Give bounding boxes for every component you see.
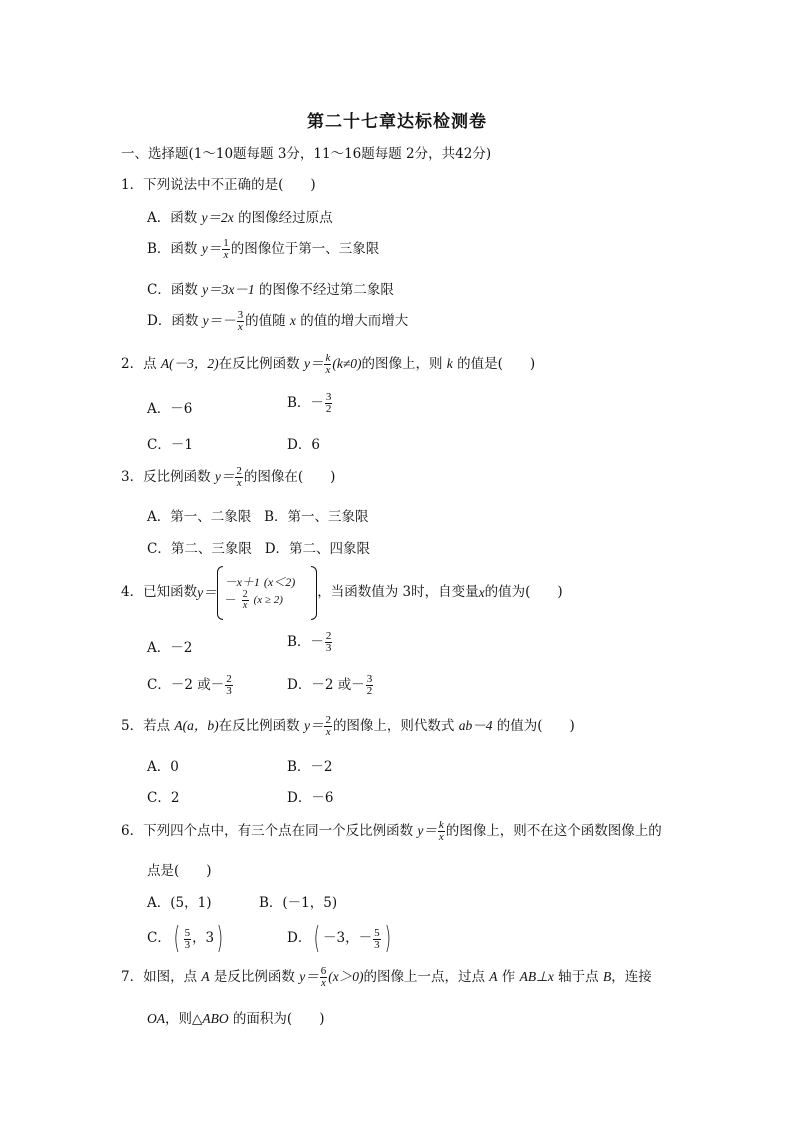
q5-y: y＝ [303, 718, 324, 733]
q2-end: 的值是( ) [452, 356, 536, 372]
q6-d-numerator: 5 [374, 926, 380, 939]
q6-d-paren-close: ) [384, 921, 391, 956]
q2-stem [121, 353, 535, 376]
q4-d-prefix: D．－2 或－ [287, 677, 365, 693]
q5-option-d: D．－6 [287, 790, 334, 806]
q5-option-c: C．2 [147, 790, 180, 806]
q6-d-paren-open: ( [313, 921, 321, 956]
q5-point: A(a，b) [174, 718, 219, 733]
q3-options-row1 [147, 511, 369, 525]
q3-option-a: A．第一、二象限 [147, 509, 252, 525]
q7-point-a2: A [489, 969, 498, 984]
q4-d-numerator: 3 [366, 673, 373, 685]
q6-denominator: x [438, 831, 444, 843]
q2-y: y＝ [303, 356, 324, 371]
q6-option-c [147, 921, 226, 956]
q4-c-fraction [225, 674, 233, 697]
q5-option-b: B．－2 [287, 759, 333, 775]
q7-prefix: 7．如图，点 [121, 969, 202, 985]
q4-option-d [287, 674, 374, 697]
q4-piecewise [217, 566, 318, 620]
q7-line2-end: 的面积为( ) [228, 1011, 325, 1027]
q3-denominator: x [236, 477, 242, 489]
q1-option-a [147, 211, 333, 226]
q1-b-denominator: x [223, 249, 229, 261]
q4-y: y＝ [197, 585, 217, 601]
q7-oa: OA [147, 1011, 165, 1026]
q2-denominator: x [325, 364, 331, 376]
q7-stem-line2 [147, 1012, 324, 1027]
q1-d-y: y＝－ [202, 313, 236, 328]
q1-a-suffix: 的图像经过原点 [233, 210, 333, 226]
q2-fraction [324, 353, 331, 376]
q6-c-denominator: 3 [184, 938, 191, 951]
q4-cases [223, 575, 296, 611]
q1-option-d [147, 310, 408, 333]
q6-d-middle: －3，－ [323, 930, 373, 947]
q6-numerator: k [438, 819, 444, 831]
q3-option-b: B．第一、三象限 [264, 509, 369, 525]
q1-stem: 1．下列说法中不正确的是( ) [121, 177, 316, 193]
q7-middle3: 作 [497, 969, 520, 985]
q1-b-fraction [222, 238, 230, 261]
q1-b-numerator: 1 [223, 237, 229, 249]
q1-a-prefix: A．函数 [147, 210, 202, 226]
q4-c-numerator: 2 [226, 673, 232, 685]
q6-y: y＝ [417, 823, 437, 838]
q4-b-denominator: 3 [325, 642, 332, 654]
q4-end: 的值为( ) [484, 584, 563, 601]
q7-middle1: 是反比例函数 [209, 969, 300, 985]
q2-b-fraction [325, 392, 333, 415]
q3-option-c: C．第二、三象限 [147, 541, 252, 557]
q7-denominator: x [321, 977, 326, 989]
q6-fraction [438, 820, 445, 843]
q5-stem [121, 715, 575, 738]
q5-expr: ab－4 [458, 718, 493, 733]
q2-point: A(－3，2) [160, 356, 219, 371]
q1-c-suffix: 的图像不经过第二象限 [254, 282, 394, 298]
q1-option-c [147, 283, 394, 298]
q4-b-fraction [325, 631, 333, 654]
q2-condition: (k≠0) [332, 356, 362, 371]
page-title: 第二十七章达标检测卷 [307, 112, 487, 132]
q7-middle4: 轴于点 [553, 969, 603, 985]
q7-point-a: A [201, 969, 210, 984]
q6-stem-line2: 点是( ) [147, 863, 212, 879]
q1-d-fraction [237, 310, 245, 333]
q5-option-a: A．0 [147, 759, 179, 775]
q4-case2-numerator: 2 [242, 589, 248, 600]
q2-option-b [287, 392, 333, 415]
q4-case2-cond: (x ≥ 2) [253, 593, 283, 606]
q6-c-paren-close: ) [216, 921, 224, 956]
q1-d-suffix: 的值的增大而增大 [295, 313, 409, 329]
q5-denominator: x [325, 726, 331, 738]
q3-fraction [235, 466, 243, 489]
q2-middle: 在反比例函数 [218, 356, 304, 372]
q4-case1-cond: (x＜2) [263, 575, 296, 589]
q4-case1-expr: －x＋1 [224, 575, 260, 589]
q6-prefix: 6．下列四个点中，有三个点在同一个反比例函数 [121, 823, 418, 839]
section-heading: 一、选择题(1～10题每题 3分，11～16题每题 2分，共42分) [121, 146, 492, 162]
q5-numerator: 2 [325, 714, 331, 726]
q4-case2-denominator: x [242, 600, 248, 611]
q4-c-denominator: 3 [226, 685, 232, 697]
q4-option-a: A．－2 [147, 640, 193, 656]
q1-b-y: y＝ [201, 241, 222, 256]
q7-perp: AB⊥x [519, 969, 554, 984]
q7-stem [121, 966, 652, 989]
q1-d-prefix: D．函数 [147, 313, 203, 329]
q6-option-a: A．(5，1) [147, 895, 212, 911]
q4-stem [121, 566, 563, 620]
q7-numerator: 6 [320, 965, 327, 977]
q4-case-2 [225, 590, 296, 611]
q5-suffix: 的图像上，则代数式 [332, 718, 459, 734]
q1-c-expr: y＝3x－1 [202, 282, 255, 297]
q2-b-denominator: 2 [325, 403, 332, 415]
q6-option-b: B．(－1，5) [259, 895, 338, 911]
q4-d-fraction [366, 674, 374, 697]
q3-option-d: D．第二、四象限 [264, 541, 371, 557]
q2-option-d: D．6 [287, 437, 320, 453]
q5-prefix: 5．若点 [121, 718, 175, 734]
q4-case2-sign: － [224, 593, 237, 607]
q2-b-numerator: 3 [325, 391, 332, 403]
q5-end: 的值为( ) [492, 718, 575, 734]
q1-d-denominator: x [237, 321, 243, 333]
q4-d-denominator: 2 [366, 685, 373, 697]
q2-k: k [446, 356, 453, 371]
q2-option-c: C．－1 [147, 437, 193, 453]
q1-d-numerator: 3 [237, 309, 244, 321]
q6-c-numerator: 5 [184, 926, 191, 939]
q4-option-c [147, 674, 234, 697]
q6-stem [121, 820, 662, 843]
q7-point-b: B [602, 969, 612, 984]
q7-end: ，连接 [611, 969, 652, 985]
q4-b-prefix: B．－ [287, 634, 324, 650]
q4-b-numerator: 2 [325, 630, 332, 642]
q1-b-prefix: B．函数 [147, 241, 202, 257]
q7-y: y＝ [299, 969, 319, 984]
q2-suffix: 的图像上，则 [361, 356, 447, 372]
q1-d-x: x [289, 313, 296, 328]
q3-y: y＝ [214, 469, 235, 484]
q7-abo: ABO [202, 1011, 229, 1026]
q6-c-paren-open: ( [173, 921, 180, 956]
q6-c-suffix: ，3 [192, 930, 215, 947]
q3-suffix: 的图像在( ) [243, 469, 336, 485]
q2-b-prefix: B．－ [287, 395, 324, 411]
q2-prefix: 2．点 [121, 356, 161, 372]
q6-suffix: 的图像上，则不在这个函数图像上的 [445, 823, 662, 839]
q1-d-middle: 的值随 [245, 313, 290, 329]
q4-c-prefix: C．－2 或－ [147, 677, 225, 693]
q5-middle: 在反比例函数 [218, 718, 304, 734]
q6-d-fraction [373, 928, 381, 951]
q3-numerator: 2 [236, 465, 242, 477]
q6-c-fraction [184, 928, 192, 951]
q3-stem [121, 466, 335, 489]
q4-option-b [287, 631, 333, 654]
q6-d-denominator: 3 [374, 938, 380, 951]
q4-prefix: 4．已知函数 [121, 584, 198, 601]
q1-a-expr: y＝2x [201, 210, 234, 225]
q1-c-prefix: C．函数 [147, 282, 203, 298]
q2-option-a: A．－6 [147, 401, 193, 417]
q3-options-row2 [147, 543, 370, 557]
q6-d-prefix: D． [287, 930, 312, 947]
q3-prefix: 3．反比例函数 [121, 469, 215, 485]
q5-fraction [324, 715, 332, 738]
q4-suffix: ，当函数值为 3时，自变量 [317, 584, 479, 601]
q2-numerator: k [325, 352, 331, 364]
q4-x: x [478, 585, 485, 601]
q6-option-d [287, 921, 393, 956]
q7-fraction [320, 966, 328, 989]
q7-condition: (x＞0) [328, 969, 364, 984]
q1-option-b [147, 238, 379, 261]
q4-case-1 [225, 575, 296, 590]
q7-line2-middle: ，则△ [165, 1011, 203, 1027]
q1-b-suffix: 的图像位于第一、三象限 [230, 241, 380, 257]
q4-case2-fraction [242, 590, 249, 611]
q6-c-prefix: C． [147, 930, 171, 947]
q7-middle2: 的图像上一点，过点 [363, 969, 490, 985]
